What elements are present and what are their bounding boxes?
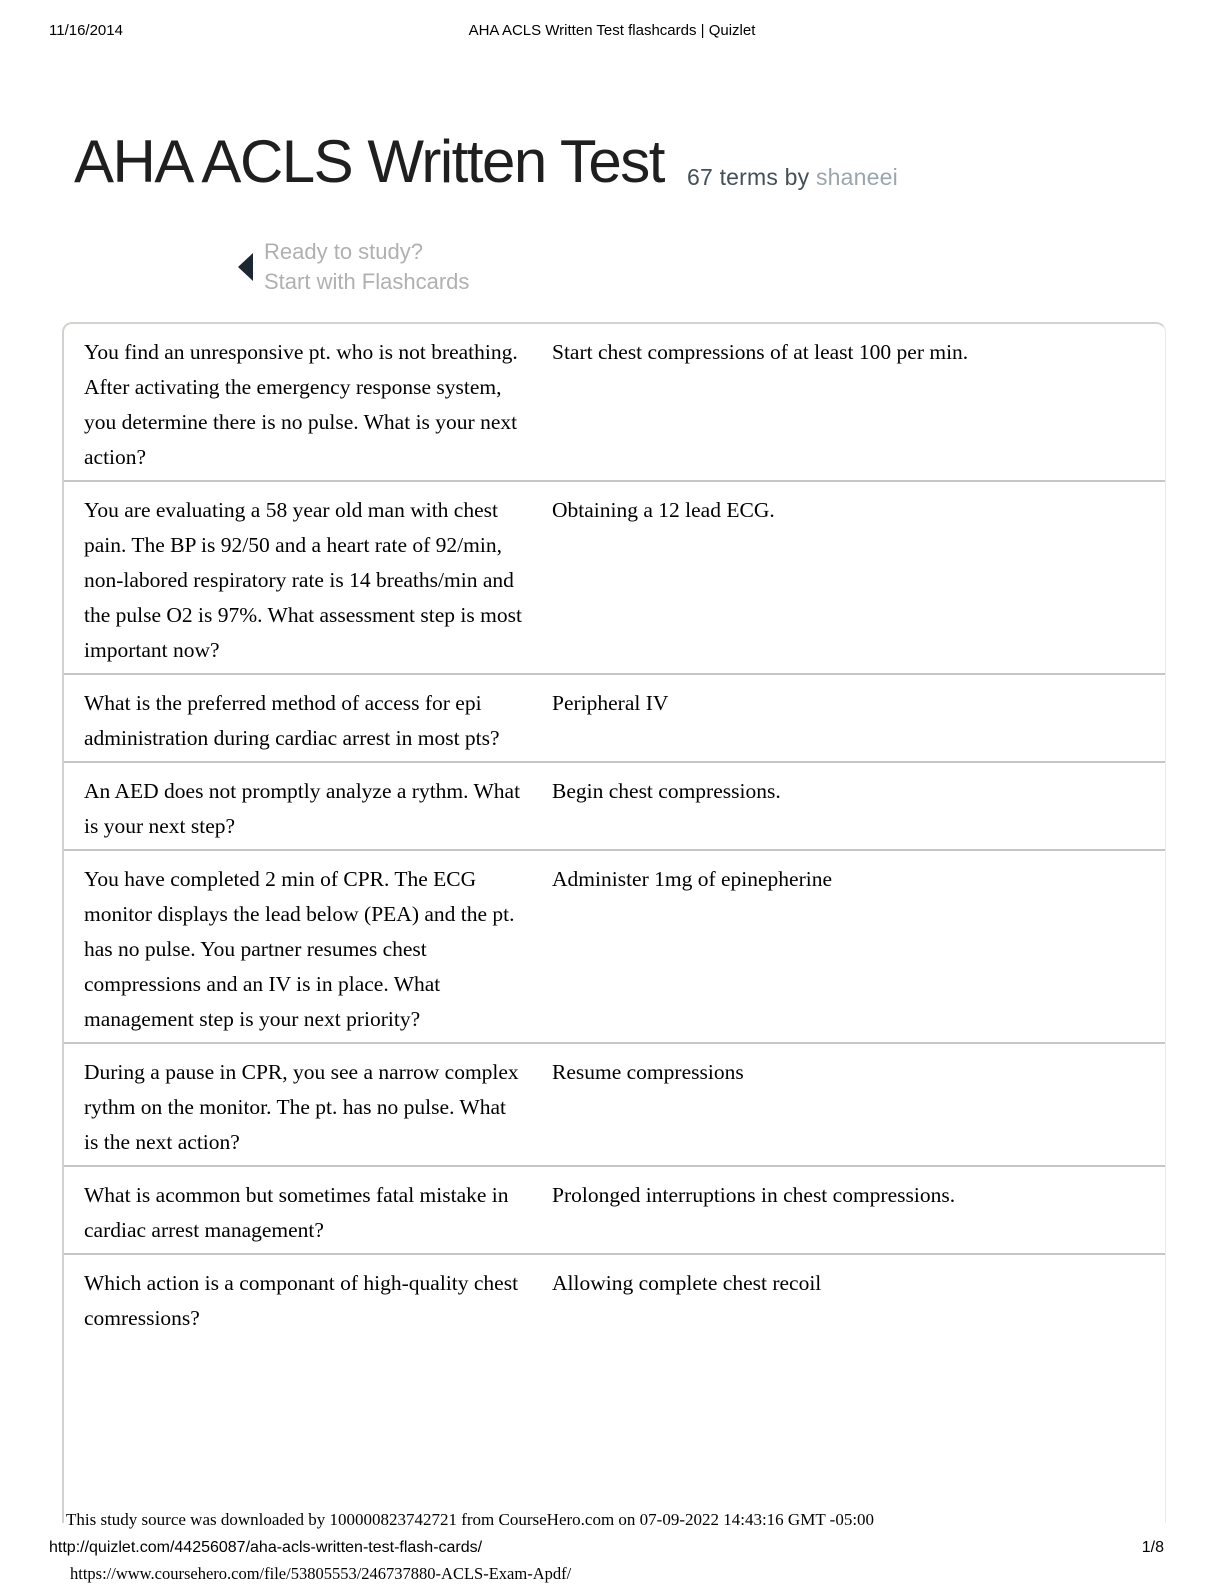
study-prompt-text <box>264 237 469 297</box>
card-question: You find an unresponsive pt. who is not breathing. After activating the emergency response system, you determine there is no pulse. What is your next action? <box>84 340 518 469</box>
flashcards-table <box>62 322 1166 1523</box>
coursehero-file-url[interactable]: https://www.coursehero.com/file/53805553/246737880-ACLS-Exam-Apdf/ <box>70 1564 572 1583</box>
study-prompt-line1: Ready to study? <box>264 239 423 264</box>
card-answer: Start chest compressions of at least 100 per min. <box>552 340 969 364</box>
flashcard-row <box>64 675 1165 763</box>
card-answer: Prolonged interruptions in chest compressions. <box>552 1183 956 1207</box>
card-question: You are evaluating a 58 year old man with chest pain. The BP is 92/50 and a heart rate of 92/min, non-labored respiratory rate is 14 breaths/min and the pulse O2 is 97%. What assessment step is most important now? <box>84 498 522 662</box>
flashcard-row <box>64 324 1165 482</box>
provenance-note: This study source was downloaded by 100000823742721 from CourseHero.com on 07-09-2022 14:43:16 GMT -05:00 <box>66 1510 875 1529</box>
print-header-title: AHA ACLS Written Test flashcards | Quizlet <box>468 22 756 39</box>
card-question: During a pause in CPR, you see a narrow complex rythm on the monitor. The pt. has no pulse. What is the next action? <box>84 1060 519 1154</box>
flashcard-row <box>64 851 1165 1044</box>
print-header-date: 11/16/2014 <box>49 22 123 39</box>
card-answer: Administer 1mg of epinepherine <box>552 867 833 891</box>
flashcard-row <box>64 1044 1165 1167</box>
card-question: What is the preferred method of access for epi administration during cardiac arrest in most pts? <box>84 691 500 750</box>
card-answer: Resume compressions <box>552 1060 744 1084</box>
study-prompt[interactable] <box>238 237 469 297</box>
study-prompt-line2[interactable]: Start with Flashcards <box>264 269 470 294</box>
card-answer: Peripheral IV <box>552 691 669 715</box>
flashcard-row <box>64 482 1165 675</box>
card-answer: Obtaining a 12 lead ECG. <box>552 498 775 522</box>
card-answer: Allowing complete chest recoil <box>552 1271 822 1295</box>
flashcard-row <box>64 1167 1165 1255</box>
author-link[interactable]: shaneei <box>815 164 898 190</box>
card-question: Which action is a componant of high-quality chest comressions? <box>84 1271 519 1330</box>
terms-count: 67 terms <box>687 164 779 190</box>
flashcard-row <box>64 1255 1165 1341</box>
quizlet-source-url[interactable]: http://quizlet.com/44256087/aha-acls-written-test-flash-cards/ <box>49 1539 483 1556</box>
card-answer: Begin chest compressions. <box>552 779 781 803</box>
flashcard-row <box>64 763 1165 851</box>
card-question: What is acommon but sometimes fatal mistake in cardiac arrest management? <box>84 1183 509 1242</box>
page-number: 1/8 <box>1141 1539 1164 1556</box>
set-meta <box>687 164 898 191</box>
page-title: AHA ACLS Written Test <box>74 128 664 195</box>
left-triangle-icon <box>238 253 253 281</box>
card-question: An AED does not promptly analyze a rythm. What is your next step? <box>84 779 521 838</box>
card-question: You have completed 2 min of CPR. The ECG monitor displays the lead below (PEA) and the pt. has no pulse. You partner resumes chest compressions and an IV is in place. What management step is your next priority? <box>84 867 515 1031</box>
by-label: by <box>778 164 816 190</box>
